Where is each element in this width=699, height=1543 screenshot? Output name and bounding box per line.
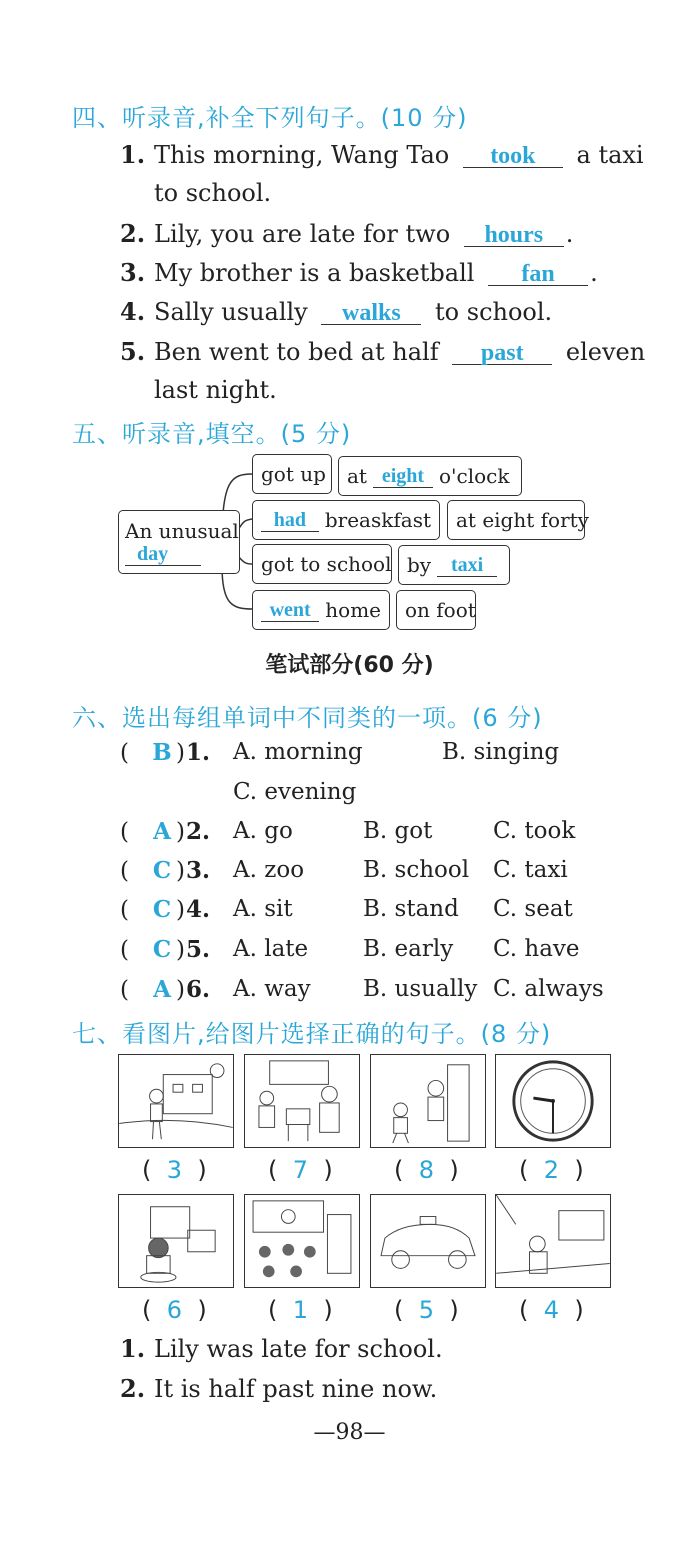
item-number: 2. <box>120 219 146 248</box>
sec6-question-2: ( A )2. <box>120 818 216 845</box>
item-text: Sally usually <box>154 298 308 326</box>
sentence-2 <box>120 1374 437 1403</box>
picture-clock <box>495 1054 611 1148</box>
answer-number: 5 <box>418 1296 435 1324</box>
box-text: at <box>347 464 367 488</box>
answer-blank: past <box>452 342 552 365</box>
box-text: home <box>325 598 381 622</box>
item-text: eleven <box>565 338 646 366</box>
option-b: B. school <box>363 857 470 883</box>
option-a: A. go <box>233 818 293 844</box>
sentence-number: 1. <box>120 1334 146 1363</box>
box-text: by <box>407 553 432 577</box>
picture-answer-3: ( 8 ) <box>394 1156 459 1184</box>
answer-number: 1 <box>292 1296 309 1324</box>
item-number: 4. <box>120 297 146 326</box>
sec6-question-4: ( C )4. <box>120 896 216 923</box>
box-at-eight <box>338 456 522 496</box>
sec4-item-1-cont: to school. <box>154 179 272 207</box>
option-b: B. early <box>363 936 454 962</box>
picture-answer-5: ( 6 ) <box>142 1296 207 1324</box>
question-number: 2. <box>186 818 211 845</box>
sec4-item-1 <box>120 140 644 169</box>
answer-blank: took <box>463 145 563 168</box>
item-text: . <box>590 259 598 287</box>
written-part-heading: 笔试部分(60 分) <box>265 653 434 678</box>
sec6-question-5: ( C )5. <box>120 936 216 963</box>
item-number: 5. <box>120 337 146 366</box>
box-got-up: got up <box>252 454 332 494</box>
picture-answer-1: ( 3 ) <box>142 1156 207 1184</box>
picture-taxi <box>370 1194 486 1288</box>
box-text: o'clock <box>438 464 510 488</box>
box-went-home <box>252 590 390 630</box>
sec4-item-3 <box>120 258 598 287</box>
box-on-foot: on foot <box>396 590 476 630</box>
box-at-eight-forty: at eight forty <box>447 500 585 540</box>
sentence-text: It is half past nine now. <box>154 1375 438 1403</box>
picture-boy-helping-grandpa <box>244 1054 360 1148</box>
picture-answer-8: ( 4 ) <box>519 1296 584 1324</box>
picture-tv-at-night <box>495 1194 611 1288</box>
section-6-title: 六、选出每组单词中不同类的一项。(6 分) <box>72 704 543 732</box>
sec4-item-5-cont: last night. <box>154 376 277 404</box>
option-b: B. stand <box>363 896 459 922</box>
answer-blank: day <box>125 543 201 566</box>
option-c: C. evening <box>233 779 357 805</box>
answer-number: 7 <box>292 1156 309 1184</box>
answer-blank: had <box>261 509 319 532</box>
item-text: Lily, you are late for two <box>154 220 451 248</box>
item-text: . <box>565 220 574 248</box>
sec4-item-5 <box>120 337 645 366</box>
sentence-1 <box>120 1334 443 1363</box>
answer-number: 8 <box>418 1156 435 1184</box>
page-number: —98— <box>313 1420 386 1445</box>
answer-blank: taxi <box>437 554 497 577</box>
mindmap-root <box>118 510 240 574</box>
option-b: B. usually <box>363 976 478 1002</box>
answer-blank: fan <box>488 263 588 286</box>
item-text: This morning, Wang Tao <box>154 141 450 169</box>
option-b: B. singing <box>442 739 560 765</box>
answer-blank: walks <box>321 302 421 325</box>
item-text: a taxi <box>576 141 644 169</box>
option-c: C. taxi <box>493 857 568 883</box>
sec4-item-4 <box>120 297 552 326</box>
picture-answer-7: ( 5 ) <box>394 1296 459 1324</box>
question-number: 5. <box>186 936 211 963</box>
picture-answer-2: ( 7 ) <box>268 1156 333 1184</box>
section-5-title: 五、听录音,填空。(5 分) <box>72 420 352 448</box>
answer-letter: A <box>153 976 171 1003</box>
option-c: C. have <box>493 936 580 962</box>
item-number: 3. <box>120 258 146 287</box>
picture-answer-4: ( 2 ) <box>519 1156 584 1184</box>
box-got-to-school: got to school <box>252 544 392 584</box>
answer-letter: C <box>152 936 172 963</box>
box-by-taxi <box>398 545 510 585</box>
option-a: A. zoo <box>233 857 305 883</box>
answer-letter: C <box>152 857 172 884</box>
option-a: A. late <box>233 936 309 962</box>
sec4-item-2 <box>120 219 573 248</box>
answer-blank: went <box>261 599 319 622</box>
option-a: A. sit <box>233 896 293 922</box>
sec6-question-6: ( A )6. <box>120 976 216 1003</box>
question-number: 1. <box>186 739 211 766</box>
box-had-breakfast <box>252 500 440 540</box>
option-c: C. always <box>493 976 604 1002</box>
item-text: Ben went to bed at half <box>154 338 439 366</box>
answer-letter: C <box>152 896 172 923</box>
section-7-title: 七、看图片,给图片选择正确的句子。(8 分) <box>72 1020 552 1048</box>
answer-blank: eight <box>373 465 433 488</box>
item-number: 1. <box>120 140 146 169</box>
option-a: A. morning <box>233 739 363 765</box>
answer-number: 2 <box>543 1156 560 1184</box>
sentence-number: 2. <box>120 1374 146 1403</box>
sec6-question-3: ( C )3. <box>120 857 216 884</box>
section-4-title: 四、听录音,补全下列句子。(10 分) <box>72 104 468 132</box>
sec6-question-1: ( B )1. <box>120 739 216 766</box>
picture-late-at-door <box>370 1054 486 1148</box>
answer-number: 3 <box>166 1156 183 1184</box>
item-text: to school. <box>435 298 553 326</box>
option-a: A. way <box>233 976 311 1002</box>
answer-number: 4 <box>543 1296 560 1324</box>
box-text: breaskfast <box>324 508 431 532</box>
option-c: C. seat <box>493 896 573 922</box>
answer-letter: B <box>152 739 172 766</box>
picture-watching-tv <box>118 1194 234 1288</box>
picture-girl-at-school <box>118 1054 234 1148</box>
root-text: An unusual <box>125 518 239 543</box>
answer-letter: A <box>153 818 171 845</box>
question-number: 6. <box>186 976 211 1003</box>
picture-answer-6: ( 1 ) <box>268 1296 333 1324</box>
option-c: C. took <box>493 818 576 844</box>
question-number: 3. <box>186 857 211 884</box>
sentence-text: Lily was late for school. <box>154 1335 443 1363</box>
question-number: 4. <box>186 896 211 923</box>
picture-classroom <box>244 1194 360 1288</box>
item-text: My brother is a basketball <box>154 259 475 287</box>
option-b: B. got <box>363 818 433 844</box>
answer-number: 6 <box>166 1296 183 1324</box>
answer-blank: hours <box>464 224 564 247</box>
